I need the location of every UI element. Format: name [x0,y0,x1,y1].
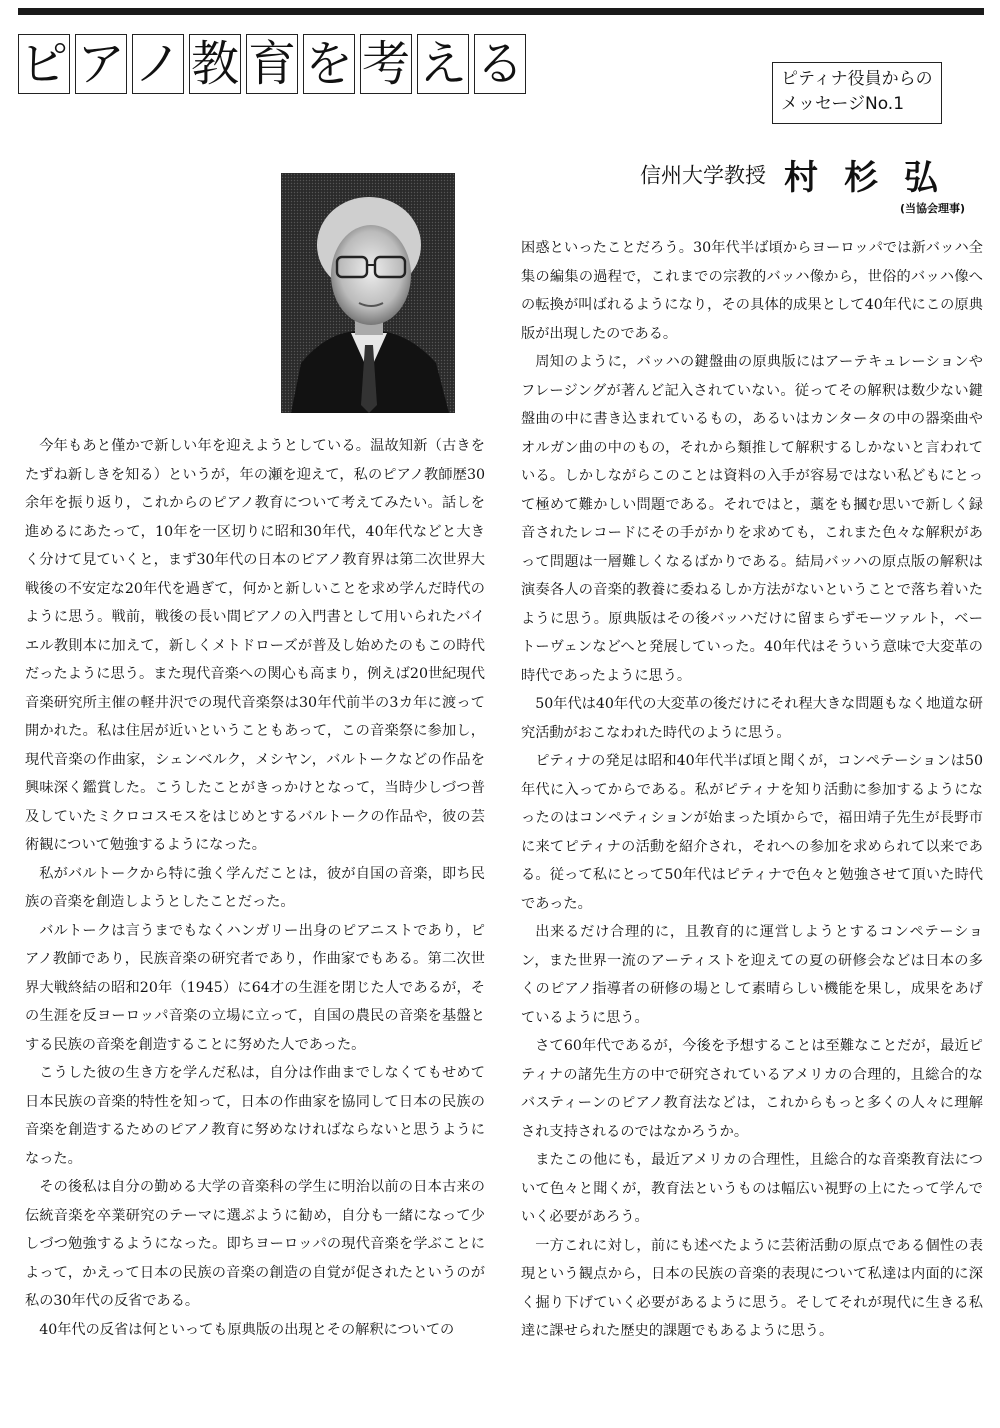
author-name: 村杉弘 [784,158,964,198]
left-column [25,432,485,1344]
title-char-box: ピ [19,36,68,92]
right-column [521,234,983,1346]
paragraph: こうした彼の生き方を学んだ私は，自分は作曲までしなくてもせめて日本民族の音楽的特性を知って，日本の作曲家を協同して日本の民族の音楽を創造するためのピアノ教育に努めなければならないと思うようになった。 [25,1065,485,1167]
title-char-box: 教 [190,36,239,92]
paragraph: 私がバルトークから特に強く学んだことは，彼が自国の音楽，即ち民族の音楽を創造しようとしたことだった。 [25,865,485,910]
title-char-box: 育 [247,36,296,92]
paragraph: さて60年代であるが，今後を予想することは至難なことだが，最近ピティナの諸先生方の中で研究されているアメリカの合理的，且総合的なバスティーンのピアノ教育法などは，これからもっと多くの人々に理解され支持されるのではなかろうか。 [521,1038,983,1140]
series-line-1: ピティナ役員からの [781,69,933,89]
title-char-box: ア [76,36,125,92]
title-char-box: る [475,36,524,92]
paragraph: ピティナの発足は昭和40年代半ば頃と聞くが，コンペテーションは50年代に入ってからである。私がピティナを知り活動に参加するようになったのはコンペティションが始まった頃からで，福田靖子先生が長野市に来てピティナの活動を紹介され，それへの参加を求められて以来である。従って私にとって50年代はピティナで色々と勉強させて頂いた時代であった。 [521,753,983,912]
paragraph: 出来るだけ合理的に，且教育的に運営しようとするコンペテーション，また世界一流のアーティストを迎えての夏の研修会などは日本の多くのピアノ指導者の研修の場として素晴らしい機能を果し，成果をあげているように思う。 [521,924,983,1026]
paragraph: またこの他にも，最近アメリカの合理性，且総合的な音楽教育法について色々と聞くが，教育法というものは幅広い視野の上にたって学んでいく必要があろう。 [521,1152,983,1225]
author-affiliation: 信州大学教授 [640,163,766,188]
title-char-box: ノ [133,36,182,92]
portrait-photo [281,173,455,413]
paragraph: バルトークは言うまでもなくハンガリー出身のピアニストであり，ピアノ教師であり，民族音楽の研究者であり，作曲家でもある。第二次世界大戦終結の昭和20年（1945）に64才の生涯を閉じた人であるが，その生涯を反ヨーロッパ音楽の立場に立って，自国の農民の音楽を基盤とする民族の音楽を創造することに努めた人であった。 [25,922,485,1053]
top-rule [18,8,984,15]
author-note: (当協会理事) [900,202,966,215]
series-label [772,62,942,124]
title-char-box: を [304,36,353,92]
series-line-2: メッセージNo.1 [781,94,905,114]
title-char-box: え [418,36,467,92]
title-char-box: 考 [361,36,410,92]
paragraph: 周知のように，バッハの鍵盤曲の原典版にはアーテキュレーションやフレージングが著んど記入されていない。従ってその解釈は数少ない鍵盤曲の中に書き込まれているもの，あるいはカンタータの中の器楽曲やオルガン曲の中のもの，それから類推して解釈するしかないと言われている。しかしながらこのことは資料の入手が容易ではない私どもにとって極めて難かしい問題である。それではと，藁をも摑む思いで新しく録音されたレコードにその手がかりを求めても，これまた色々な解釈があって問題は一層難しくなるばかりである。結局バッハの原点版の解釈は演奏各人の音楽的教養に委ねるしか方法がないということで落ち着いたように思う。原典版はその後バッハだけに留まらずモーツァルト，ベートーヴェンなどへと発展していった。40年代はそういう意味で大変革の時代であったように思う。 [521,354,983,684]
paragraph: 困惑といったことだろう。30年代半ば頃からヨーロッパでは新バッハ全集の編集の過程で，これまでの宗教的バッハ像から，世俗的バッハ像への転換が叫ばれるようになり，その具体的成果として40年代にこの原典版が出現したのである。 [521,240,983,342]
paragraph: 今年もあと僅かで新しい年を迎えようとしている。温故知新（古きをたずね新しきを知る）というが，年の瀬を迎えて，私のピアノ教師歴30余年を振り返り，これからのピアノ教育について考えてみたい。話しを進めるにあたって，10年を一区切りに昭和30年代，40年代などと大きく分けて見ていくと，まず30年代の日本のピアノ教育界は第二次世界大戦後の不安定な20年代を過ぎて，何かと新しいことを求め学んだ時代のように思う。戦前，戦後の長い間ピアノの入門書として用いられたバイエル教則本に加えて，新しくメトドローズが普及し始めたのもこの時代だったように思う。また現代音楽への関心も高まり，例えば20世紀現代音楽研究所主催の軽井沢での現代音楽祭は30年代前半の3カ年に渡って開かれた。私は住居が近いということもあって，この音楽祭に参加し，現代音楽の作曲家，シェンベルク，メシヤン，バルトークなどの作品を興味深く鑑賞した。こうしたことがきっかけとなって，当時少しづつ普及していたミクロコスモスをはじめとするバルトークの作品や，彼の芸術観について勉強するようになった。 [25,438,485,853]
page-title [18,34,531,100]
paragraph: 40年代の反省は何といっても原典版の出現とその解釈についての [39,1321,455,1338]
paragraph: 50年代は40年代の大変革の後だけにそれ程大きな問題もなく地道な研究活動がおこなわれた時代のように思う。 [521,696,983,741]
paragraph: その後私は自分の勤める大学の音楽科の学生に明治以前の日本古来の伝統音楽を卒業研究のテーマに選ぶように勧め，自分も一緒になって少しづつ勉強するようになった。即ちヨーロッパの現代音楽を学ぶことによって，かえって日本の民族の音楽の創造の自覚が促されたというのが私の30年代の反省である。 [25,1179,485,1309]
paragraph: 一方これに対し，前にも述べたように芸術活動の原点である個性の表現という観点から，日本の民族の音楽的表現について私達は内面的に深く掘り下げていく必要があるように思う。そしてそれが現代に生きる私達に課せられた歴史的課題でもあるように思う。 [521,1237,983,1339]
byline [640,150,964,199]
